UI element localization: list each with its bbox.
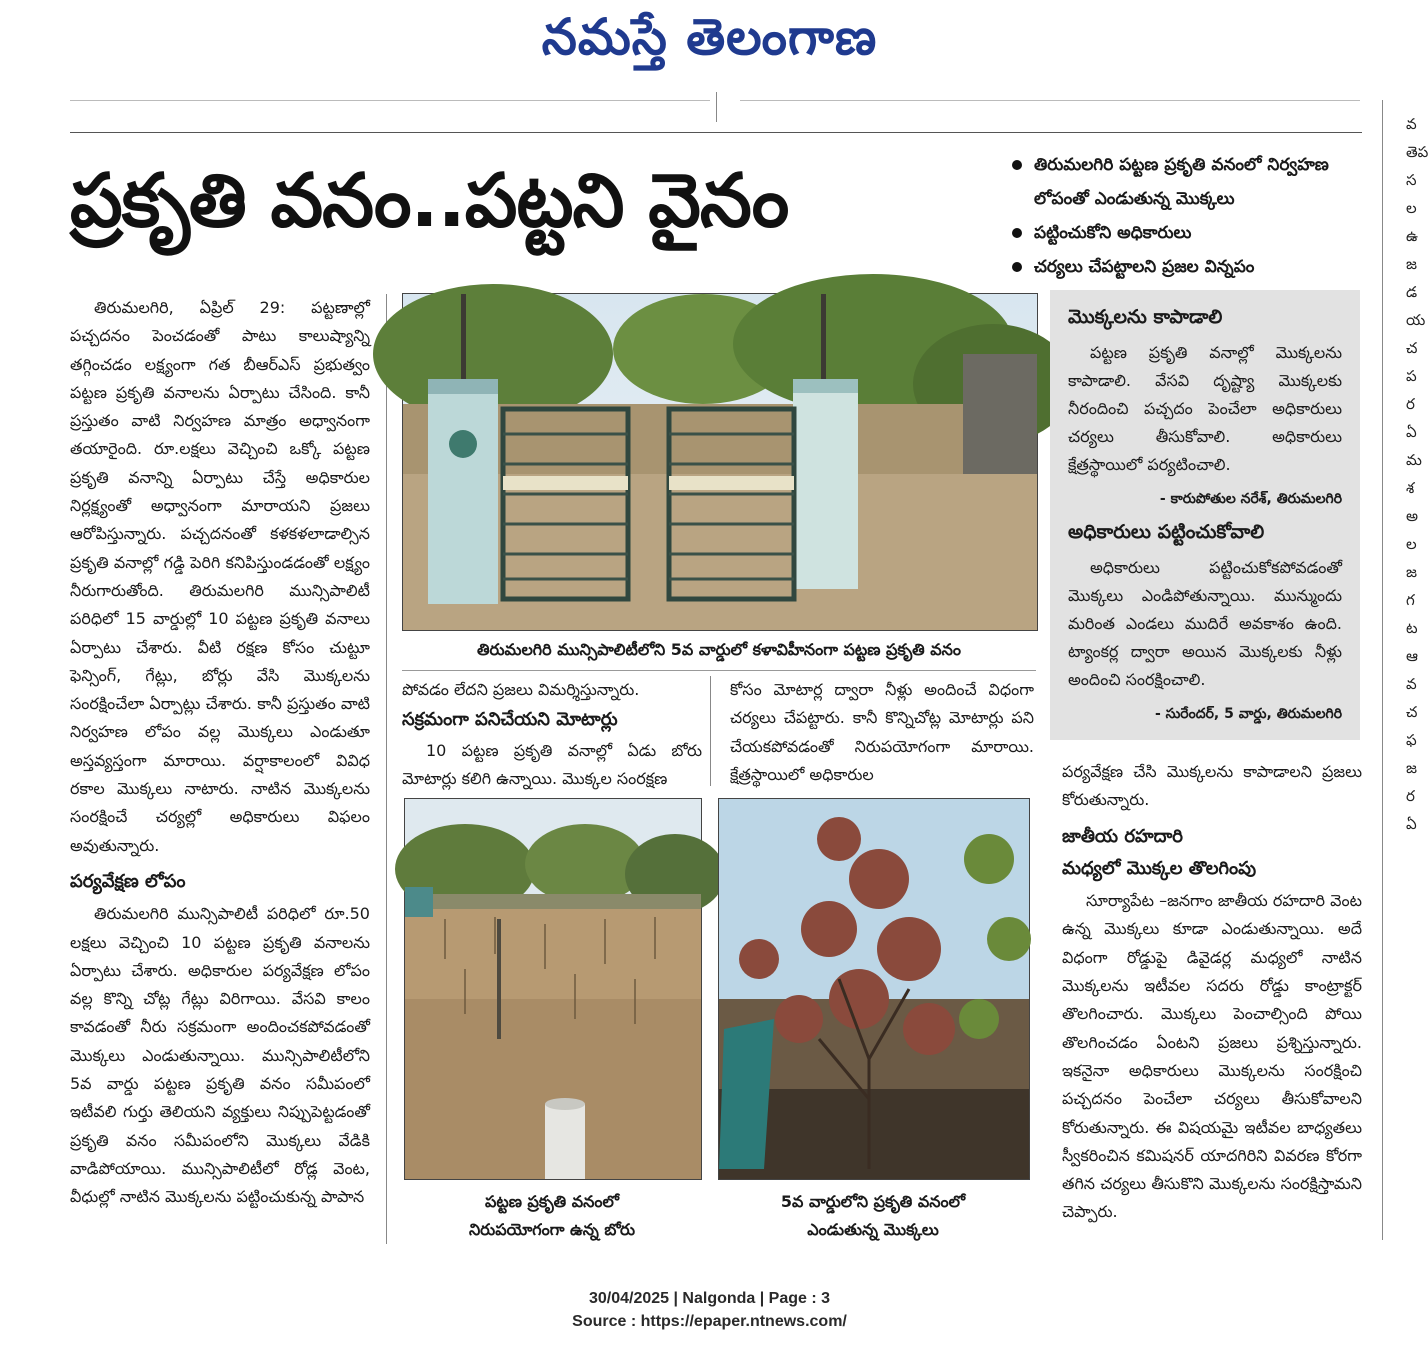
photo-park-gate [402,293,1038,631]
subhead-national-highway: జాతీయ రహదారి [1062,825,1183,847]
column-divider [710,676,711,786]
photo-caption-plants [718,1188,1028,1244]
quote-title-1: మొక్కలను కాపాడాలి [1068,306,1223,328]
photo-bore [404,798,702,1180]
caption-rule [402,670,1036,671]
subhead-supervision: పర్యవేక్షణ లోపం [70,870,186,892]
article-column-3 [730,676,1034,789]
article-line: పోవడం లేదని ప్రజలు విమర్శిస్తున్నారు. [402,680,640,699]
caption-line: 5వ వార్డులోని ప్రకృతి వనంలో [780,1192,966,1211]
right-edge-divider [1382,100,1383,1240]
quote-signature-2: - సురేందర్, 5 వార్డు, తిరుమలగిరి [1154,706,1342,722]
top-fragment-line-right [740,100,1360,101]
headline: ప్రకృతి వనం..పట్టని వైనం [70,158,789,244]
park-gate-image [403,294,1037,630]
bore-pipe-image [405,799,701,1179]
article-paragraph: కోసం మోటార్ల ద్వారా నీళ్లు అందించే విధంగా చర్యలు చేపట్టారు. కానీ కొన్నిచోట్ల మోటార్లు పని చేయకపోవడంతో నిరుపయోగంగా మారాయి. క్షేత్రస్థాయిలో అధికారుల [730,680,1034,784]
article-paragraph: తిరుమలగిరి మున్సిపాలిటీ పరిధిలో రూ.50 లక్షలు వెచ్చించి 10 పట్టణ ప్రకృతి వనాలను ఏర్పాటు చేశారు. అధికారుల పర్యవేక్షణ లోపం వల్ల కొన్ని చోట్ల గేట్లు విరిగాయి. వేసవి కాలం కావడంతో నీరు సక్రమంగా అందించకపోవడంతో మొక్కలు ఎండుతున్నాయి. మున్సిపాలిటీలోని 5వ వార్డు పట్టణ ప్రకృతి వనం సమీపంలో ఇటీవలి గుర్తు తెలియని వ్యక్తులు నిప్పుపెట్టడంతో ప్రకృతి వనం సమీపంలోని మొక్కలు వేడికి వాడిపోయాయి. మున్సిపాలిటీలో రోడ్ల వెంట, వీధుల్లో నాటిన మొక్కలను పట్టించుకున్న పాపాన [70,904,370,1207]
footer-date-edition: 30/04/2025 | Nalgonda | Page : 3 [588,1290,831,1307]
article-line: పర్యవేక్షణ చేసి మొక్కలను కాపాడాలని ప్రజలు కోరుతున్నారు. [1062,762,1362,810]
masthead [0,0,1419,80]
subhead-plant-removal: మధ్యలో మొక్కల తొలగింపు [1062,857,1257,879]
article-column-1 [70,294,370,1244]
top-column-divider [716,92,717,122]
adjacent-article-edge: వతెపసల ఉజడయచపర ఏమశఅలజగటఆవచఫజరఏ [1406,115,1428,833]
quote-title-2: అధికారులు పట్టించుకోవాలి [1068,521,1265,543]
bullet-icon [1012,228,1022,238]
caption-line: పట్టణ ప్రకృతి వనంలో [485,1192,619,1211]
footer-source: Source : https://epaper.ntnews.com/ [572,1313,847,1330]
quote-signature-1: - కారుపోతుల నరేశ్, తిరుమలగిరి [1159,491,1342,507]
highlights-list [1012,148,1372,284]
highlight-item: చర్యలు చేపట్టాలని ప్రజల విన్నపం [1012,250,1372,284]
photo-dry-plants [718,798,1030,1180]
subhead-motors: సక్రమంగా పనిచేయని మోటార్లు [402,709,618,731]
article-paragraph: సూర్యాపేట –జనగాం జాతీయ రహదారి వెంట ఉన్న మొక్కలు కూడా ఎండుతున్నాయి. అదే విధంగా రోడ్డుపై డివైడర్ల మధ్యలో నాటిన మొక్కలను ఇటీవల సదరు రోడ్డు కాంట్రాక్టర్ తొలగించారు. మొక్కలు పెంచాల్సింది పోయి తొలగించడం ఏంటని ప్రజలు ప్రశ్నిస్తున్నారు. ఇకనైనా అధికారులు మొక్కలను సంరక్షించి పచ్చదనం పెంచేలా చర్యలు తీసుకోవాలని కోరుతున్నారు. ఈ విషయమై ఇటీవల బాధ్యతలు స్వీకరించిన కమిషనర్ యాదగిరిని వివరణ కోరగా తగిన చర్యలు తీసుకొని మొక్కలను సంరక్షిస్తామని చెప్పారు. [1062,891,1362,1222]
article-column-4 [1062,758,1362,1227]
top-fragment-line [70,100,710,101]
article-column-2 [402,676,702,793]
article-paragraph: తిరుమలగిరి, ఏప్రిల్ 29: పట్టణాల్లో పచ్చదనం పెంచడంతో పాటు కాలుష్యాన్ని తగ్గించడం లక్ష్యంగా గత బీఆర్‌ఎస్ ప్రభుత్వం పట్టణ ప్రకృతి వనాలను ఏర్పాటు చేసింది. కానీ ప్రస్తుతం వాటి నిర్వహణ మాత్రం అధ్వానంగా తయారైంది. రూ.లక్షలు వెచ్చించి ఒక్కో పట్టణ ప్రకృతి వనాన్ని ఏర్పాటు చేస్తే అధికారుల నిర్లక్ష్యంతో అధ్వానంగా మారాయని ప్రజలు ఆరోపిస్తున్నారు. పచ్చదనంతో కళకళలాడాల్సిన ప్రకృతి వనాల్లో గడ్డి పెరిగి కనిపిస్తుండడంతో లక్ష్యం నీరుగారుతోంది. తిరుమలగిరి మున్సిపాలిటీ పరిధిలో 15 వార్డుల్లో 10 పట్టణ ప్రకృతి వనాలు ఏర్పాటు చేశారు. వీటి రక్షణ కోసం చుట్టూ ఫెన్సింగ్, గేట్లు, బోర్లు వేసి మొక్కలను సంరక్షించేలా ఏర్పాట్లు చేశారు. కానీ ప్రస్తుతం వాటి నిర్వహణ లోపం వల్ల మొక్కలు ఎండుతూ అస్తవ్యస్తంగా మారాయి. వర్షాకాలంలో వివిధ రకాల మొక్కలు నాటారు. నాటిన మొక్కలను సంరక్షించే చర్యల్లో అధికారులు విఫలం అవుతున్నారు. [70,298,370,855]
column-divider [386,294,387,1244]
photo-caption-gate: తిరుమలగిరి మున్సిపాలిటీలోని 5వ వార్డులో కళావిహీనంగా పట్టణ ప్రకృతి వనం [477,640,961,659]
bullet-icon [1012,160,1022,170]
highlight-item: తిరుమలగిరి పట్టణ ప్రకృతి వనంలో నిర్వహణ లోపంతో ఎండుతున్న మొక్కలు [1012,148,1372,216]
masthead-logo-text: నమస్తే తెలంగాణ [541,8,878,66]
dry-plants-image [719,799,1029,1179]
quotes-sidebar [1050,290,1360,740]
highlight-item: పట్టించుకోని అధికారులు [1012,216,1372,250]
caption-line: ఎండుతున్న మొక్కలు [807,1220,939,1239]
photo-caption-bore [404,1188,700,1244]
quote-text-2: అధికారులు పట్టించుకోకపోవడంతో మొక్కలు ఎండిపోతున్నాయి. మున్ముందు మరింత ఎండలు ముదిరే అవకాశం ఉంది. ట్యాంకర్ల ద్వారా అయిన మొక్కలకు నీళ్లు అందించి సంరక్షించాలి. [1068,558,1342,689]
caption-line: నిరుపయోగంగా ఉన్న బోరు [468,1220,636,1239]
masthead-rule [70,132,1362,133]
bullet-icon [1012,262,1022,272]
quote-text-1: పట్టణ ప్రకృతి వనాల్లో మొక్కలను కాపాడాలి. వేసవి దృష్ట్యా మొక్కలకు నీరందించి పచ్చదం పెంచేలా అధికారులు చర్యలు తీసుకోవాలి. అధికారులు క్షేత్రస్థాయిలో పర్యటించాలి. [1068,343,1342,474]
article-paragraph: 10 పట్టణ ప్రకృతి వనాల్లో ఏడు బోరు మోటార్లు కలిగి ఉన్నాయి. మొక్కల సంరక్షణ [402,740,702,788]
